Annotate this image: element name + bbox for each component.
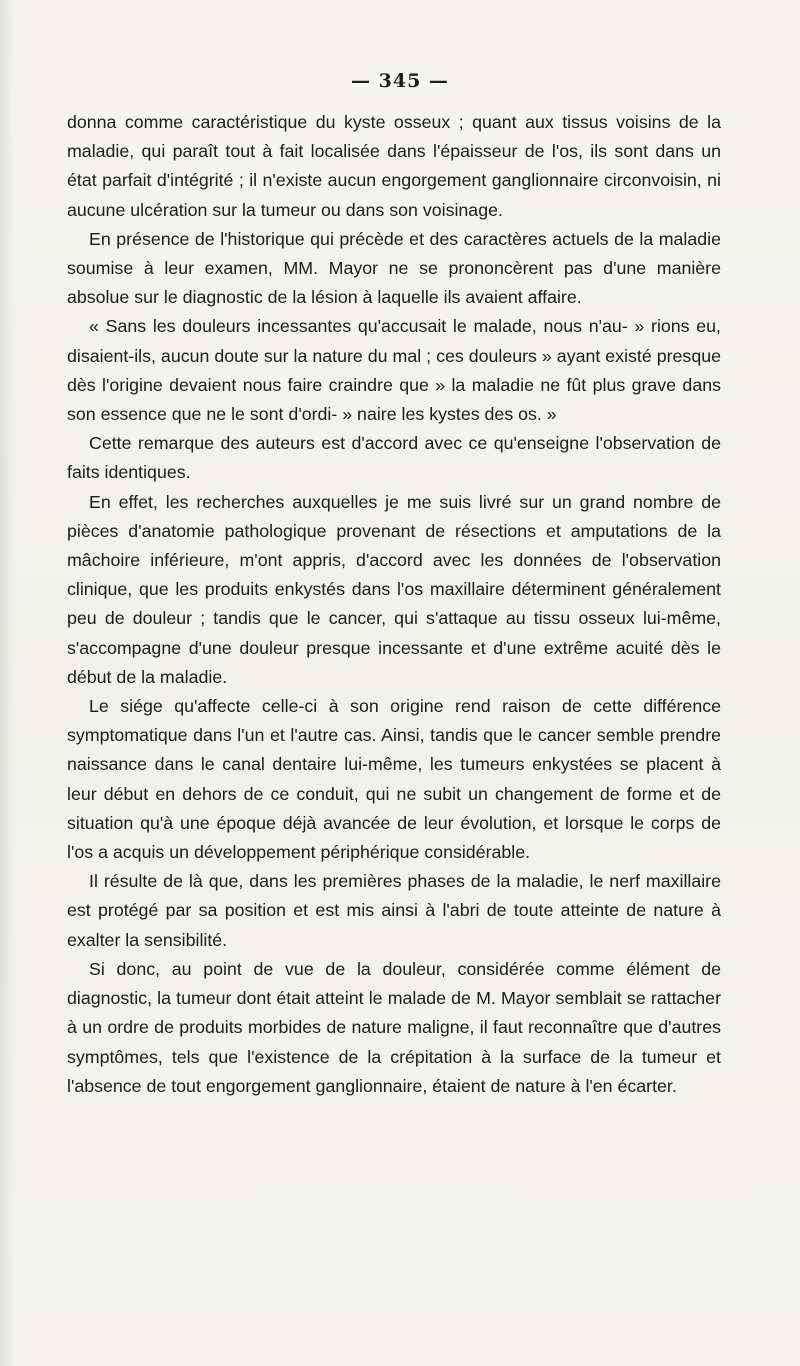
paragraph-continuation: donna comme caractéristique du kyste osseux ; quant aux tissus voisins de la maladie, qui paraît tout à fait localisée dans l'épaisseur de l'os, ils sont dans un état parfait d'intégrité ; il n'existe aucun engorgement ganglionnaire circonvoisin, ni aucune ulcération sur la tumeur ou dans son voisinage. bbox=[67, 112, 721, 220]
page-number: — 345 — bbox=[351, 70, 449, 92]
paragraph: Il résulte de là que, dans les premières phases de la maladie, le nerf maxillaire est protégé par sa position et est mis ainsi à l'abri de toute atteinte de nature à exalter la sensibilité. bbox=[67, 871, 721, 950]
paragraph: En présence de l'historique qui précède et des caractères actuels de la maladie soumise à leur examen, MM. Mayor ne se prononcèrent pas d'une manière absolue sur le diagnostic de la lésion à laquelle ils avaient affaire. bbox=[67, 228, 721, 308]
paragraph: Le siége qu'affecte celle-ci à son origine rend raison de cette différence symptomatique dans l'un et l'autre cas. Ainsi, tandis que le cancer semble prendre naissance dans le canal dentaire lui-même, les tumeurs enkystées se placent à leur début en dehors de ce conduit, qui ne subit un changement de forme et de situation qu'à une époque déjà avancée de leur évolution, et lorsque le corps de l'os a acquis un développement périphérique considérable. bbox=[67, 696, 721, 863]
page-edge-shadow bbox=[0, 0, 14, 1366]
paragraph: Si donc, au point de vue de la douleur, considérée comme élément de diagnostic, la tumeur dont était atteint le malade de M. Mayor semblait se rattacher à un ordre de produits morbides de nature maligne, il faut reconnaître que d'autres symptômes, tels que l'existence de la crépitation à la surface de la tumeur et l'absence de tout engorgement ganglionnaire, étaient de nature à l'en écarter. bbox=[67, 958, 721, 1096]
paragraph: En effet, les recherches auxquelles je me suis livré sur un grand nombre de pièces d'anatomie pathologique provenant de résections et amputations de la mâchoire inférieure, m'ont appris, d'accord avec les données de l'observation clinique, que les produits enkystés dans l'os maxillaire déterminent généralement peu de douleur ; tandis que le cancer, qui s'attaque au tissu osseux lui-même, s'accompagne d'une douleur presque incessante et d'une extrême acuité dès le début de la maladie. bbox=[67, 491, 721, 687]
paragraph: Cette remarque des auteurs est d'accord avec ce qu'enseigne l'observation de faits identiques. bbox=[67, 433, 721, 483]
body-text bbox=[67, 108, 721, 1101]
paragraph-quotation: « Sans les douleurs incessantes qu'accusait le malade, nous n'au- » rions eu, disaient-ils, aucun doute sur la nature du mal ; ces douleurs » ayant existé presque dès l'origine devaient nous faire craindre que » la maladie ne fût plus grave dans son essence que ne le sont d'ordi- » naire les kystes des os. » bbox=[67, 316, 721, 425]
